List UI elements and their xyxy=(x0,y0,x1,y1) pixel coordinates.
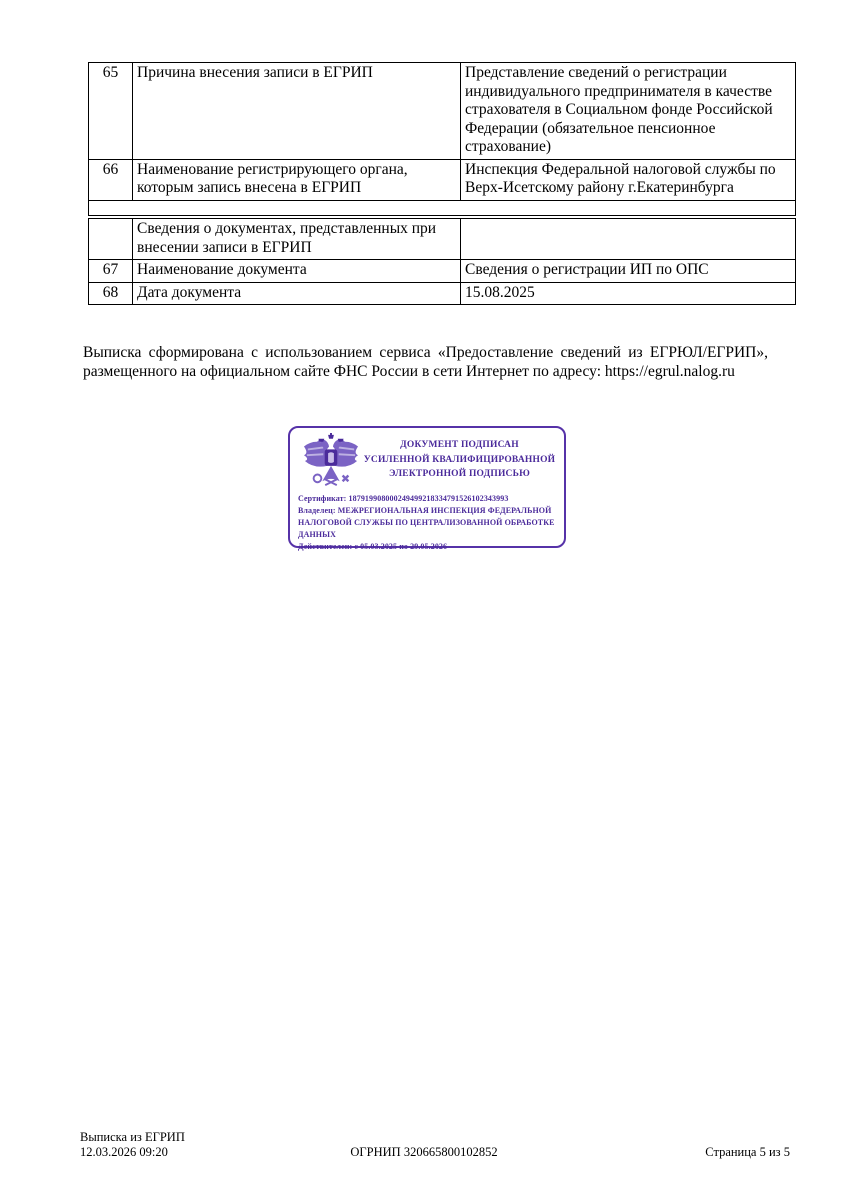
row-label: Наименование документа xyxy=(133,260,461,283)
row-label: Наименование регистрирующего органа, которым запись внесена в ЕГРИП xyxy=(133,159,461,200)
table-section-header-row xyxy=(89,219,796,260)
row-label: Причина внесения записи в ЕГРИП xyxy=(133,63,461,160)
row-value: Инспекция Федеральной налоговой службы по Верх-Исетскому району г.Екатеринбурга xyxy=(461,159,796,200)
empty-cell xyxy=(89,200,796,215)
row-number: 67 xyxy=(89,260,133,283)
footer-page-number: Страница 5 из 5 xyxy=(705,1145,790,1159)
row-value xyxy=(461,219,796,260)
certificate-number: 187919908000249499218334791526102343993 xyxy=(348,494,509,503)
owner-label: Владелец: xyxy=(298,506,338,515)
footer-doc-label: Выписка из ЕГРИП xyxy=(80,1130,185,1144)
row-label: Дата документа xyxy=(133,282,461,305)
table-empty-row xyxy=(89,200,796,215)
certificate-label: Сертификат: xyxy=(298,494,349,503)
row-number xyxy=(89,219,133,260)
registry-table-documents xyxy=(88,218,796,305)
row-number: 65 xyxy=(89,63,133,160)
table-row xyxy=(89,63,796,160)
stamp-title-line2: УСИЛЕННОЙ КВАЛИФИЦИРОВАННОЙ xyxy=(363,454,556,465)
stamp-title-line3: ЭЛЕКТРОННОЙ ПОДПИСЬЮ xyxy=(388,469,530,480)
registry-table-main xyxy=(88,62,796,216)
stamp-title-line1: ДОКУМЕНТ ПОДПИСАН xyxy=(400,440,519,450)
table-row xyxy=(89,260,796,283)
row-value: Представление сведений о регистрации индивидуального предпринимателя в качестве страхователя в Социальном фонде Российской Федерации (обязательное пенсионное страхование) xyxy=(461,63,796,160)
coat-of-arms-icon xyxy=(299,433,363,489)
footer-datetime: 12.03.2026 09:20 xyxy=(80,1145,168,1159)
stamp-validity-line: Действителен: с 05.03.2025 по 29.05.2026 xyxy=(298,542,448,551)
row-number: 66 xyxy=(89,159,133,200)
table-row xyxy=(89,159,796,200)
digital-signature-stamp xyxy=(288,426,566,551)
stamp-owner-line xyxy=(298,505,556,541)
owner-name: МЕЖРЕГИОНАЛЬНАЯ ИНСПЕКЦИЯ ФЕДЕРАЛЬНОЙ НАЛОГОВОЙ СЛУЖБЫ ПО ЦЕНТРАЛИЗОВАННОЙ ОБРАБОТКЕ ДАННЫХ xyxy=(298,506,555,539)
footer-ogrnip: ОГРНИП 320665800102852 xyxy=(350,1145,498,1159)
row-value: Сведения о регистрации ИП по ОПС xyxy=(461,260,796,283)
section-header-label: Сведения о документах, представленных при внесении записи в ЕГРИП xyxy=(133,219,461,260)
service-note: Выписка сформирована с использованием сервиса «Предоставление сведений из ЕГРЮЛ/ЕГРИП», размещенного на официальном сайте ФНС России в сети Интернет по адресу: https://egrul.nalog.ru xyxy=(83,344,768,380)
row-value: 15.08.2025 xyxy=(461,282,796,305)
stamp-title xyxy=(363,433,556,482)
table-row xyxy=(89,282,796,305)
stamp-certificate-line xyxy=(298,493,556,505)
row-number: 68 xyxy=(89,282,133,305)
